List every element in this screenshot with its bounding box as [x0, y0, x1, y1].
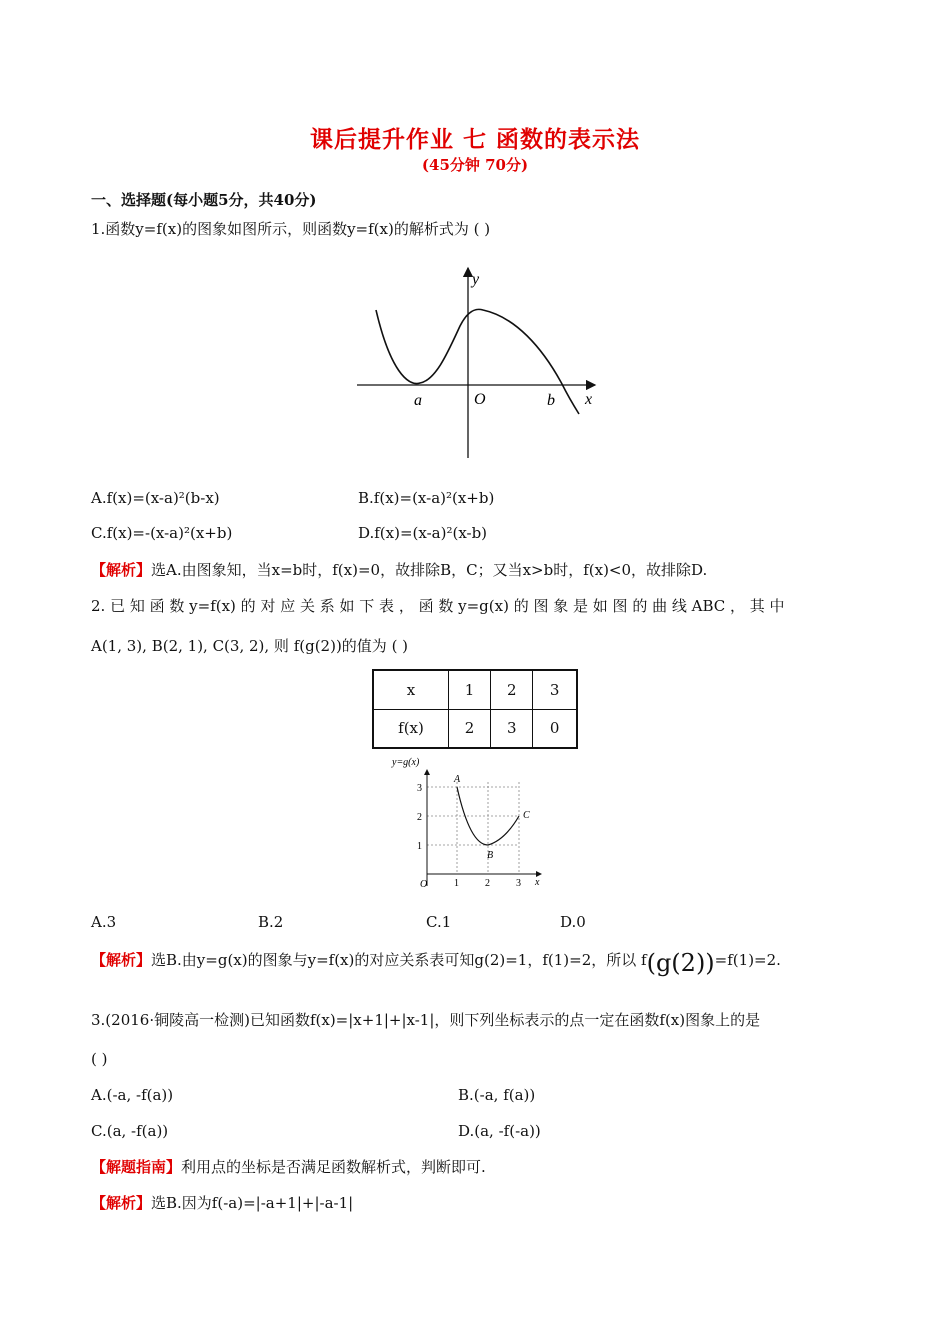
q2-origin: O: [420, 879, 428, 890]
q3-stem-line1: 3.(2016·铜陵高一检测)已知函数f(x)=|x+1|+|x-1|，则下列坐标表示的点一定在函数f(x)图象上的是: [91, 1011, 761, 1029]
q2-analysis-text-b: =f(1)=2.: [714, 951, 781, 969]
q2-analysis-tag: 【解析】: [91, 951, 152, 969]
q1-label-b: b: [547, 392, 555, 409]
q2-ylabel: y=g(x): [392, 757, 420, 768]
q3-stem-line2: ( ): [91, 1050, 108, 1068]
q2-stem-line1: 2. 已 知 函 数 y=f(x) 的 对 应 关 系 如 下 表 ， 函 数 y=g(x) 的 图 象 是 如 图 的 曲 线 ABC ， 其 中: [91, 597, 785, 615]
q1-label-a: a: [414, 392, 422, 409]
table-cell: 2: [491, 670, 533, 709]
table-cell: 2: [449, 709, 491, 748]
q3-analysis: [91, 1193, 353, 1213]
table-row: [373, 670, 577, 709]
q3-option-a: A.(-a, -f(a)): [91, 1086, 174, 1104]
q2-label-x: x: [535, 877, 540, 888]
q1-stem: 1.函数y=f(x)的图象如图所示，则函数y=f(x)的解析式为 ( ): [91, 220, 491, 238]
q2-xtick-3: 3: [516, 878, 521, 889]
q2-gx-graph: [384, 754, 554, 894]
q1-label-o: O: [474, 391, 486, 408]
table-cell: 0: [533, 709, 577, 748]
q2-analysis-text-a: 选B.由y=g(x)的图象与y=f(x)的对应关系表可知g(2)=1，f(1)=2，所以 f: [151, 951, 647, 969]
q2-xtick-1: 1: [454, 878, 459, 889]
q3-guide: [91, 1157, 486, 1177]
q2-label-a: A: [454, 774, 461, 785]
q3-option-d: D.(a, -f(-a)): [458, 1122, 541, 1140]
q3-analysis-tag: 【解析】: [91, 1194, 152, 1212]
q2-stem-line2: A(1, 3), B(2, 1), C(3, 2), 则 f(g(2))的值为 ( ): [91, 637, 409, 655]
q1-option-b: B.f(x)=(x-a)²(x+b): [358, 489, 495, 507]
q2-analysis-big: (g(2)): [646, 949, 715, 977]
q2-option-b: B.2: [258, 913, 284, 931]
q2-xtick-2: 2: [485, 878, 490, 889]
q1-analysis-tag: 【解析】: [91, 561, 152, 579]
q3-guide-tag: 【解题指南】: [91, 1158, 182, 1176]
q1-label-x: x: [585, 391, 593, 408]
table-cell: x: [373, 670, 449, 709]
page-subtitle: (45分钟 70分): [421, 156, 529, 174]
q2-function-table: [372, 669, 578, 749]
q2-label-c: C: [523, 810, 530, 821]
q1-analysis: [91, 560, 707, 580]
table-cell: 1: [449, 670, 491, 709]
q2-ytick-3: 3: [417, 783, 422, 794]
section-heading: 一、选择题(每小题5分，共40分): [91, 191, 317, 209]
q3-analysis-text: 选B.因为f(-a)=|-a+1|+|-a-1|: [151, 1194, 354, 1212]
table-cell: 3: [533, 670, 577, 709]
q3-option-c: C.(a, -f(a)): [91, 1122, 169, 1140]
q2-option-d: D.0: [560, 913, 586, 931]
q2-ytick-2: 2: [417, 812, 422, 823]
q2-ytick-1: 1: [417, 841, 422, 852]
table-row: [373, 709, 577, 748]
q1-option-d: D.f(x)=(x-a)²(x-b): [358, 524, 488, 542]
q2-option-a: A.3: [91, 913, 117, 931]
q2-analysis: [91, 949, 781, 977]
q2-option-c: C.1: [426, 913, 452, 931]
q1-function-graph: [350, 262, 610, 462]
q1-option-a: A.f(x)=(x-a)²(b-x): [91, 489, 220, 507]
q3-option-b: B.(-a, f(a)): [458, 1086, 536, 1104]
page-title: 课后提升作业 七 函数的表示法: [309, 126, 640, 153]
table-cell: f(x): [373, 709, 449, 748]
q1-label-y: y: [472, 271, 480, 288]
table-cell: 3: [491, 709, 533, 748]
q1-option-c: C.f(x)=-(x-a)²(x+b): [91, 524, 233, 542]
q3-guide-text: 利用点的坐标是否满足函数解析式，判断即可.: [181, 1158, 486, 1176]
q2-label-b: B: [487, 850, 494, 861]
q1-analysis-text: 选A.由图象知，当x=b时，f(x)=0，故排除B，C；又当x>b时，f(x)<0，故排除D.: [151, 561, 708, 579]
